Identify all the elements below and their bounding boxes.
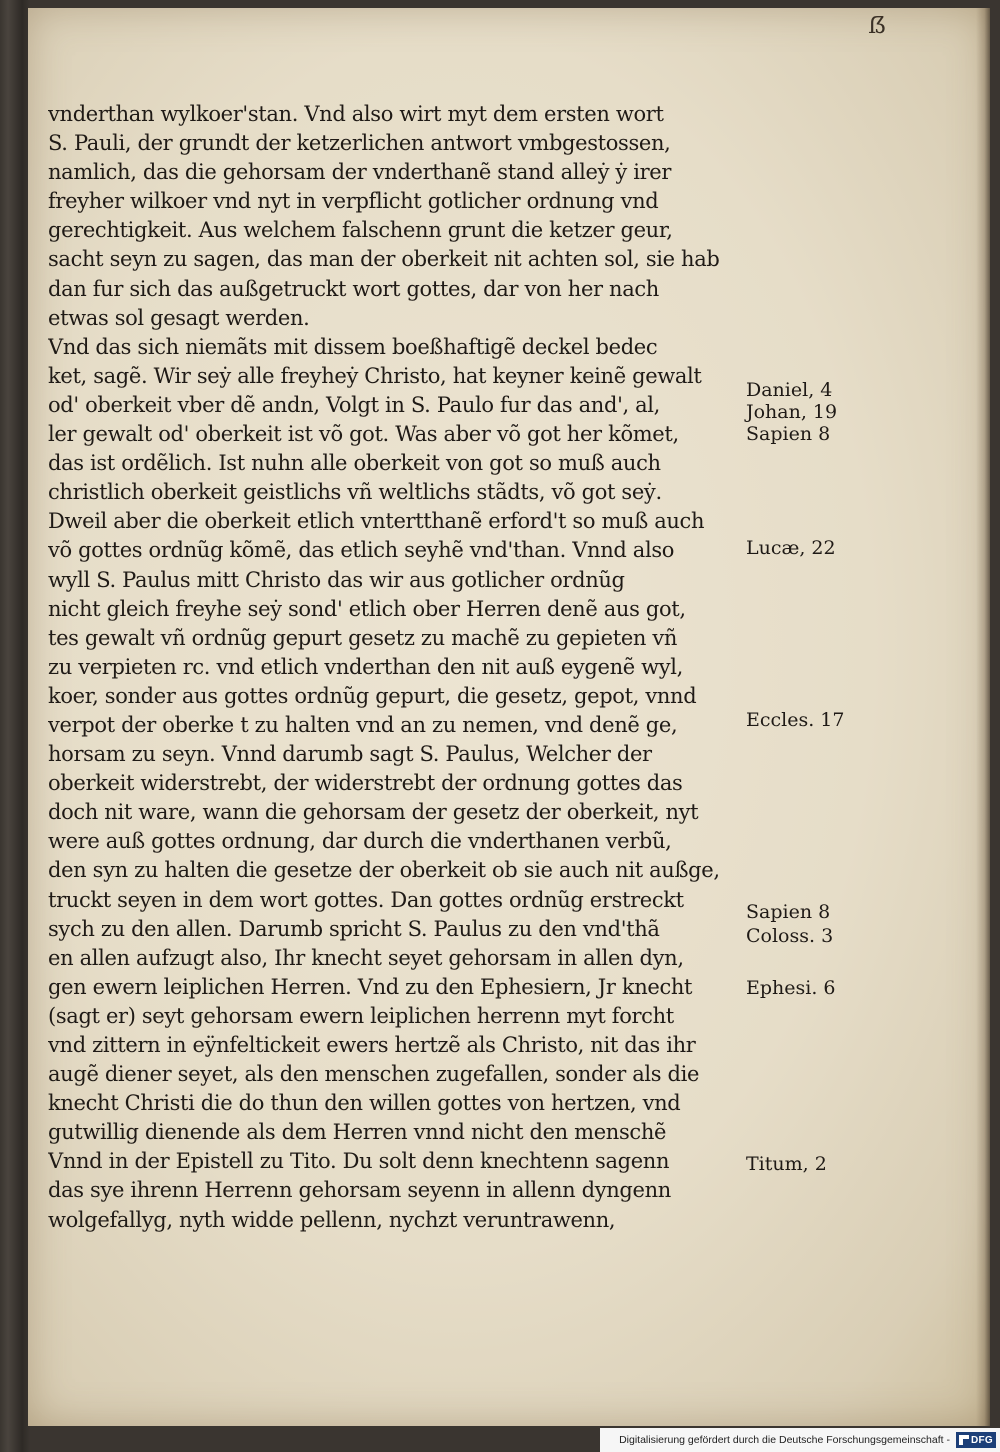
book-page xyxy=(28,8,990,1426)
text-line: gutwillig dienende als dem Herren vnnd nicht den menschẽ xyxy=(48,1120,667,1145)
text-line: od' oberkeit vber dẽ andn, Volgt in S. Paulo fur das and', al, xyxy=(48,392,661,417)
text-line: augẽ diener seyet, als den menschen zugefallen, sonder als die xyxy=(48,1062,700,1087)
page-edge-shadow xyxy=(976,8,990,1426)
text-line: sych zu den allen. Darumb spricht S. Paulus zu den vnd'thã xyxy=(48,916,660,941)
text-line: christlich oberkeit geistlichs vñ weltlichs stãdts, võ got seẏ. xyxy=(48,480,662,505)
margin-note-coloss: Coloss. 3 xyxy=(746,925,834,947)
folio-mark: ẞ xyxy=(868,14,887,39)
text-line: S. Pauli, der grundt der ketzerlichen antwort vmbgestossen, xyxy=(48,131,671,156)
margin-note-johan: Johan, 19 xyxy=(746,401,838,423)
margin-note-lucae: Lucæ, 22 xyxy=(746,537,836,559)
margin-notes xyxy=(746,8,856,1426)
text-line: das ist ordẽlich. Ist nuhn alle oberkeit von got so muß auch xyxy=(48,451,661,476)
text-line: Dweil aber die oberkeit etlich vntertthanẽ erford't so muß auch xyxy=(48,509,705,534)
text-line: zu verpieten rc. vnd etlich vnderthan den nit auß eygenẽ wyl, xyxy=(48,654,683,679)
text-line: wolgefallyg, nyth widde pellenn, nychzt veruntrawenn, xyxy=(48,1207,616,1232)
digitization-footer xyxy=(600,1428,1000,1452)
text-line: den syn zu halten die gesetze der oberkeit ob sie auch nit außge, xyxy=(48,858,720,883)
text-line: vnderthan wylkoer'stan. Vnd also wirt myt dem ersten wort xyxy=(48,102,664,126)
text-line: verpot der oberke t zu halten vnd an zu nemen, vnd denẽ ge, xyxy=(48,712,678,737)
text-line: võ gottes ordnũg kõmẽ, das etlich seyhẽ vnd'than. Vnnd also xyxy=(48,538,675,563)
text-line: gerechtigkeit. Aus welchem falschenn grunt die ketzer geur, xyxy=(48,218,673,243)
margin-note-titum: Titum, 2 xyxy=(746,1153,827,1175)
text-line: nicht gleich freyhe seẏ sond' etlich ober Herren denẽ aus got, xyxy=(48,596,686,621)
text-line: Vnnd in der Epistell zu Tito. Du solt denn knechtenn sagenn xyxy=(48,1149,670,1174)
margin-note-sapien: Sapien 8 xyxy=(746,423,831,445)
margin-note-eccles: Eccles. 17 xyxy=(746,709,845,731)
text-line: ket, sagẽ. Wir seẏ alle freyheẏ Christo, hat keyner keinẽ gewalt xyxy=(48,363,702,388)
text-line: oberkeit widerstrebt, der widerstrebt der ordnung gottes das xyxy=(48,771,683,796)
margin-note-daniel: Daniel, 4 xyxy=(746,379,833,401)
dfg-logo[interactable] xyxy=(956,1432,996,1448)
text-line: gen ewern leiplichen Herren. Vnd zu den Ephesiern, Jr knecht xyxy=(48,974,693,999)
text-line: doch nit ware, wann die gehorsam der gesetz der oberkeit, nyt xyxy=(48,800,699,825)
text-line: were auß gottes ordnung, dar durch die vnderthanen verbũ, xyxy=(48,829,672,854)
text-line: etwas sol gesagt werden. xyxy=(48,305,310,330)
text-line: koer, sonder aus gottes ordnũg gepurt, die gesetz, gepot, vnnd xyxy=(48,683,697,708)
text-line: horsam zu seyn. Vnnd darumb sagt S. Paulus, Welcher der xyxy=(48,742,652,767)
text-line: dan fur sich das außgetruckt wort gottes, dar von her nach xyxy=(48,276,659,301)
dfg-mark-icon xyxy=(959,1435,969,1445)
text-line: freyher wilkoer vnd nyt in verpflicht gotlicher ordnung vnd xyxy=(48,189,659,214)
text-line: wyll S. Paulus mitt Christo das wir aus gotlicher ordnũg xyxy=(48,567,625,592)
text-line: ler gewalt od' oberkeit ist võ got. Was aber võ got her kõmet, xyxy=(48,422,679,447)
margin-note-ephesi: Ephesi. 6 xyxy=(746,977,836,999)
margin-note-sapien-2: Sapien 8 xyxy=(746,901,831,923)
text-line: knecht Christi die do thun den willen gottes von hertzen, vnd xyxy=(48,1091,681,1116)
text-line: sacht seyn zu sagen, das man der oberkeit nit achten sol, sie hab xyxy=(48,247,720,272)
text-line: Vnd das sich niemãts mit dissem boeßhaftigẽ deckel bedec xyxy=(48,334,658,359)
text-line: vnd zittern in eÿnfeltickeit ewers hertzẽ als Christo, nit das ihr xyxy=(48,1033,696,1057)
text-line: namlich, das die gehorsam der vnderthanẽ stand alleẏ ẏ irer xyxy=(48,160,672,185)
text-line: tes gewalt vñ ordnũg gepurt gesetz zu machẽ zu gepieten vñ xyxy=(48,625,678,650)
dfg-logo-text: DFG xyxy=(970,1434,993,1446)
body-text xyxy=(48,100,778,1235)
text-line: das sye ihrenn Herrenn gehorsam seyenn in allenn dyngenn xyxy=(48,1178,671,1203)
text-line: en allen aufzugt also, Ihr knecht seyet gehorsam in allen dyn, xyxy=(48,945,684,970)
footer-credit: Digitalisierung gefördert durch die Deutsche Forschungsgemeinschaft - xyxy=(619,1434,950,1446)
text-line: truckt seyen in dem wort gottes. Dan gottes ordnũg erstreckt xyxy=(48,887,684,912)
text-line: (sagt er) seyt gehorsam ewern leiplichen herrenn myt forcht xyxy=(48,1003,674,1028)
